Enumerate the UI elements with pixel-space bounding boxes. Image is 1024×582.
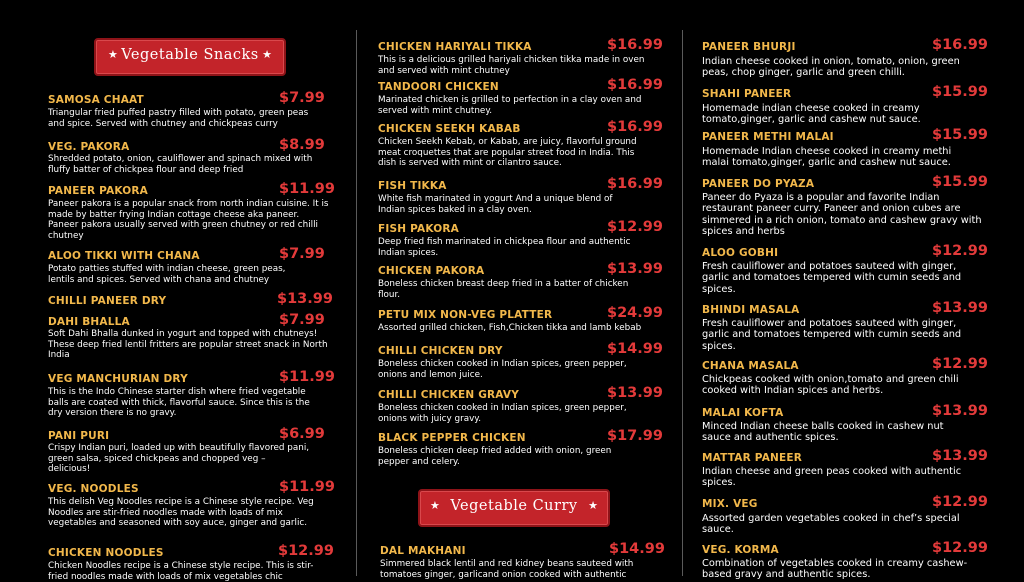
item-name: DAHI BHALLA <box>48 316 130 328</box>
item-description: Homemade indian cheese cooked in creamy tomato,ginger, garlic and cashew nut sauce. <box>702 103 921 126</box>
star-icon: ★ <box>588 499 598 512</box>
item-price: $13.99 <box>932 448 988 464</box>
item-description: Crispy Indian puri, loaded up with beautifully flavored pani, green salsa, spiced chickpeas and chopped veg – delicious! <box>48 443 310 475</box>
item-description: Paneer do Pyaza is a popular and favorite Indian restaurant paneer curry. Paneer and onion cubes are simmered in a rich onion, tomato and cashew gravy with spices and herbs <box>702 192 982 238</box>
item-price: $7.99 <box>279 90 325 106</box>
star-icon: ★ <box>108 48 118 61</box>
item-name: PETU MIX NON-VEG PLATTER <box>378 309 553 321</box>
item-description: Fresh cauliflower and potatoes sauteed with ginger, garlic and tomatoes tempered with cumin seeds and spices. <box>702 261 962 295</box>
item-price: $11.99 <box>279 369 335 385</box>
item-name: PANEER PAKORA <box>48 185 148 197</box>
item-name: TANDOORI CHICKEN <box>378 81 499 93</box>
banner-vegetable-curry <box>418 489 610 527</box>
item-price: $13.99 <box>607 261 663 277</box>
item-description: Assorted grilled chicken, Fish,Chicken tikka and lamb kebab <box>378 323 642 333</box>
item-name: PANEER METHI MALAI <box>702 131 834 143</box>
item-price: $7.99 <box>279 312 325 328</box>
item-name: SHAHI PANEER <box>702 88 792 100</box>
item-price: $11.99 <box>279 479 335 495</box>
item-name: PANI PURI <box>48 430 110 442</box>
item-name: VEG MANCHURIAN DRY <box>48 373 188 385</box>
column-vegetable-snacks <box>48 0 338 582</box>
item-name: BLACK PEPPER CHICKEN <box>378 432 526 444</box>
item-name: FISH PAKORA <box>378 223 459 235</box>
star-icon: ★ <box>262 48 272 61</box>
item-price: $8.99 <box>279 137 325 153</box>
item-description: Boneless chicken deep fried added with onion, green pepper and celery. <box>378 446 612 467</box>
item-name: MATTAR PANEER <box>702 452 803 464</box>
item-description: Boneless chicken cooked in Indian spices, green pepper, onions with juicy gravy. <box>378 403 627 424</box>
item-description: Paneer pakora is a popular snack from north indian cuisine. It is made by batter frying Indian cottage cheese aka paneer. Paneer pakora usually served with green chutney or red chilli chutney <box>48 199 329 241</box>
item-price: $12.99 <box>932 356 988 372</box>
column-vegetable-curry <box>702 0 992 581</box>
item-description: Fresh cauliflower and potatoes sauteed with ginger, garlic and tomatoes tempered with cumin seeds and spices. <box>702 318 962 352</box>
item-price: $15.99 <box>932 84 988 100</box>
item-name: CHICKEN PAKORA <box>378 265 485 277</box>
item-price: $12.99 <box>278 543 334 559</box>
item-description: This is the Indo Chinese starter dish where fried vegetable balls are coated with thick, flavorful sauce. Since this is the dry version there is no gravy. <box>48 387 310 419</box>
item-name: DAL MAKHANI <box>380 545 466 557</box>
item-name: VEG. KORMA <box>702 544 779 556</box>
item-description: Simmered black lentil and red kidney beans sauteed with tomatoes ginger, garlicand onion cooked with authentic <box>380 559 634 580</box>
item-description: Deep fried fish marinated in chickpea flour and authentic Indian spices. <box>378 237 631 258</box>
item-price: $17.99 <box>607 428 663 444</box>
item-description: Minced Indian cheese balls cooked in cashew nut sauce and authentic spices. <box>702 421 944 444</box>
item-description: Chicken Noodles recipe is a Chinese style recipe. This is stir-fried noodles made with loads of mix vegetables chic <box>48 561 314 582</box>
item-description: Homemade Indian cheese cooked in creamy methi malai tomato,ginger, garlic and cashew nut sauce. <box>702 146 952 169</box>
item-price: $13.99 <box>932 403 988 419</box>
item-description: Shredded potato, onion, cauliflower and spinach mixed with fluffy batter of chickpea flour and deep fried <box>48 154 313 175</box>
item-name: PANEER BHURJI <box>702 41 796 53</box>
item-price: $13.99 <box>932 300 988 316</box>
item-name: CHILLI CHICKEN GRAVY <box>378 389 520 401</box>
star-icon: ★ <box>430 499 440 512</box>
item-price: $13.99 <box>607 385 663 401</box>
item-description: Soft Dahi Bhalla dunked in yogurt and topped with chutneys! These deep fried lentil fritters are popular street snack in North India <box>48 329 328 361</box>
item-price: $14.99 <box>609 541 665 557</box>
banner-vegetable-snacks <box>94 38 286 76</box>
item-name: CHICKEN HARIYALI TIKKA <box>378 41 532 53</box>
column-non-veg <box>378 0 668 580</box>
item-name: BHINDI MASALA <box>702 304 800 316</box>
column-divider-left <box>356 30 357 576</box>
item-price: $6.99 <box>279 426 325 442</box>
item-description: Indian cheese and green peas cooked with authentic spices. <box>702 466 962 489</box>
item-description: Potato patties stuffed with indian cheese, green peas, lentils and spices. Served with chana and chutney <box>48 264 286 285</box>
item-description: Chicken Seekh Kebab, or Kabab, are juicy, flavorful ground meat croquettes that are popular street food in India. This dish is served with mint or cilantro sauce. <box>378 137 637 169</box>
item-price: $16.99 <box>607 119 663 135</box>
item-name: SAMOSA CHAAT <box>48 94 144 106</box>
item-description: Combination of vegetables cooked in creamy cashew-based gravy and authentic spices. <box>702 558 968 581</box>
item-price: $11.99 <box>279 181 335 197</box>
item-name: VEG. PAKORA <box>48 141 130 153</box>
column-divider-right <box>682 30 683 576</box>
item-price: $14.99 <box>607 341 663 357</box>
item-description: This delish Veg Noodles recipe is a Chinese style recipe. Veg Noodles are stir-fried noodles made with loads of mix vegetables and seasoned with soy auce, ginger and garlic. <box>48 497 314 529</box>
banner-title: Vegetable Curry <box>450 498 578 514</box>
item-price: $16.99 <box>607 176 663 192</box>
item-name: CHANA MASALA <box>702 360 799 372</box>
item-description: White fish marinated in yogurt And a unique blend of Indian spices baked in a clay oven. <box>378 194 613 215</box>
item-description: Indian cheese cooked in onion, tomato, onion, green peas, chop ginger, garlic and green chilli. <box>702 56 960 79</box>
item-price: $12.99 <box>607 219 663 235</box>
item-price: $15.99 <box>932 174 988 190</box>
banner-title: Vegetable Snacks <box>121 47 259 63</box>
item-name: CHICKEN NOODLES <box>48 547 164 559</box>
item-name: CHILLI CHICKEN DRY <box>378 345 503 357</box>
item-price: $16.99 <box>607 77 663 93</box>
item-description: This is a delicious grilled hariyali chicken tikka made in oven and served with mint chutney <box>378 55 645 76</box>
item-price: $16.99 <box>607 37 663 53</box>
item-name: CHILLI PANEER DRY <box>48 295 167 307</box>
item-description: Boneless chicken breast deep fried in a batter of chicken flour. <box>378 279 629 300</box>
item-name: FISH TIKKA <box>378 180 447 192</box>
item-price: $7.99 <box>279 246 325 262</box>
item-price: $16.99 <box>932 37 988 53</box>
item-price: $13.99 <box>277 291 333 307</box>
item-name: MIX. VEG <box>702 498 758 510</box>
item-price: $12.99 <box>932 243 988 259</box>
item-name: PANEER DO PYAZA <box>702 178 815 190</box>
item-name: VEG. NOODLES <box>48 483 139 495</box>
item-price: $15.99 <box>932 127 988 143</box>
item-name: MALAI KOFTA <box>702 407 784 419</box>
item-name: ALOO GOBHI <box>702 247 779 259</box>
item-name: CHICKEN SEEKH KABAB <box>378 123 521 135</box>
item-price: $12.99 <box>932 540 988 556</box>
item-description: Chickpeas cooked with onion,tomato and green chili cooked with Indian spices and herbs. <box>702 374 959 397</box>
item-description: Marinated chicken is grilled to perfection in a clay oven and served with mint chutney. <box>378 95 642 116</box>
item-description: Assorted garden vegetables cooked in chef’s special sauce. <box>702 513 960 536</box>
item-name: ALOO TIKKI WITH CHANA <box>48 250 200 262</box>
item-price: $12.99 <box>932 494 988 510</box>
item-description: Boneless chicken cooked in Indian spices, green pepper, onions and lemon juice. <box>378 359 627 380</box>
item-price: $24.99 <box>607 305 663 321</box>
item-description: Triangular fried puffed pastry filled with potato, green peas and spice. Served with chutney and chickpeas curry <box>48 108 309 129</box>
